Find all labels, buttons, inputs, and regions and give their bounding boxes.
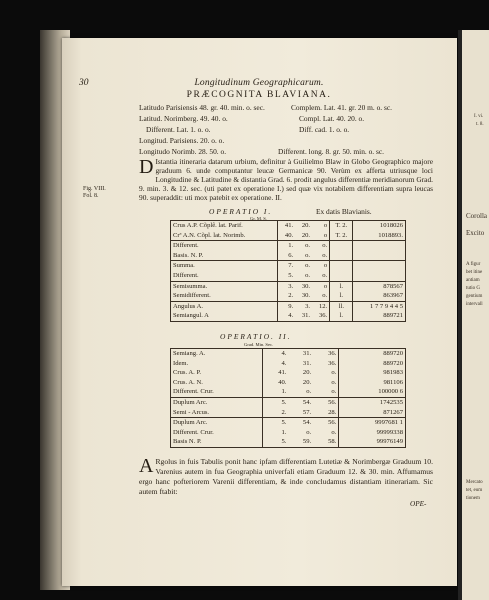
minutes-cell: o. xyxy=(306,428,312,436)
minutes-cell: o. xyxy=(295,241,312,251)
table-ref-cell: l. xyxy=(330,281,353,291)
coord-left: Latitudo Parisiensis 48. gr. 40. min. o. sec. xyxy=(139,103,265,112)
row-label: Different. xyxy=(171,241,278,251)
seconds-cell: o xyxy=(312,261,330,271)
seconds-cell: 56. xyxy=(313,397,339,407)
table-row xyxy=(171,231,406,241)
seconds-cell: o. xyxy=(313,387,339,397)
row-label: Semiang. A. xyxy=(171,349,263,359)
degrees-cell: 5. xyxy=(263,397,289,407)
minutes-cell: o. xyxy=(295,261,312,271)
table-row xyxy=(171,359,406,369)
minutes-cell: 20. xyxy=(302,378,312,386)
minutes-cell: 31. xyxy=(295,311,312,321)
logarithm-cell: 871267 xyxy=(339,408,406,418)
table-row xyxy=(171,271,406,281)
seconds-cell: o xyxy=(312,281,330,291)
logarithm-cell: 99976149 xyxy=(339,437,406,447)
degrees-cell: 5. xyxy=(263,418,289,428)
table-ref-cell xyxy=(330,251,353,261)
minutes-cell: o. xyxy=(295,271,312,281)
degrees-cell: 6. xyxy=(278,251,296,261)
row-label: Different. Crur. xyxy=(171,387,263,397)
table-row xyxy=(171,418,406,428)
table-row xyxy=(171,428,406,438)
minutes-cell: 20. xyxy=(295,221,312,231)
operation-2-table xyxy=(170,348,406,448)
closing-paragraph xyxy=(139,457,433,497)
minutes-cell: 20. xyxy=(295,231,312,241)
facing-text: antiam xyxy=(466,278,480,283)
facing-text: I. vi. xyxy=(474,114,484,119)
table-ref-cell xyxy=(330,241,353,251)
table-row xyxy=(171,251,406,261)
table-ref-cell: T. 2. xyxy=(330,221,353,231)
drop-cap: D xyxy=(139,156,154,178)
table-ref-cell: ll. xyxy=(330,301,353,311)
logarithm-cell xyxy=(353,251,406,261)
operation-1-table xyxy=(170,220,406,322)
table-row xyxy=(171,349,406,359)
facing-text: Excito xyxy=(466,229,485,237)
logarithm-cell: 889721 xyxy=(353,311,406,321)
catchword: OPE- xyxy=(410,500,427,508)
minutes-cell: 59. xyxy=(288,437,313,447)
row-label: Semidifferent. xyxy=(171,291,278,301)
logarithm-cell: 99999338 xyxy=(339,428,406,438)
seconds-cell: 36. xyxy=(313,359,339,369)
row-label: Different. Crur. xyxy=(171,428,263,438)
degrees-cell: 1. xyxy=(278,241,296,251)
coord-right: Different. long. 8. gr. 50. min. o. sc. xyxy=(278,147,384,156)
facing-text: gentium xyxy=(466,294,483,299)
coord-left: Longitud. Parisiens. 20. o. o. xyxy=(139,136,225,145)
table-row xyxy=(171,408,406,418)
closing-text: Rgolus in fuis Tabulis ponit hanc ipfam differentiam Lutetiæ & Norimbergæ Graduum 10. Varenius autem in fua Geographia univerfali etiam Graduum 12. & 30. min. Affumamus ergo hanc pofteriorem Varenii differentiam, & inde concludamus distantiam itinerariam. Sic autem ftabit: xyxy=(139,457,433,496)
minutes-cell: 57. xyxy=(288,408,313,418)
seconds-cell: o. xyxy=(313,368,339,378)
seconds-cell: 28. xyxy=(313,408,339,418)
seconds-cell: 56. xyxy=(313,418,339,428)
logarithm-cell xyxy=(353,271,406,281)
operation-1-heading: OPERATIO I. xyxy=(209,207,273,216)
facing-text: A figur xyxy=(466,262,481,267)
degrees-cell: 41. xyxy=(278,369,287,377)
row-label: Crus. A. N. xyxy=(171,378,263,388)
minutes-cell: 54. xyxy=(288,418,313,428)
table-row xyxy=(171,291,406,301)
logarithm-cell: 1018893. xyxy=(353,231,406,241)
degrees-cell: 7. xyxy=(278,261,296,271)
degrees-cell: 9. xyxy=(278,301,296,311)
table-ref-cell: T. 2. xyxy=(330,231,353,241)
page-number: 30 xyxy=(79,78,89,88)
logarithm-cell: 1 7 7 9 4 4 5 xyxy=(353,301,406,311)
table-row xyxy=(171,241,406,251)
facing-text: tionem xyxy=(466,496,480,501)
row-label: Duplum Arc. xyxy=(171,397,263,407)
seconds-cell: o. xyxy=(312,251,330,261)
logarithm-cell xyxy=(353,241,406,251)
operation-1-column-heads: Gr. M. S. xyxy=(250,216,267,221)
coord-left: Latitud. Norimberg. 49. 40. o. xyxy=(139,114,228,123)
logarithm-cell: 1018026 xyxy=(353,221,406,231)
facing-text: intervall xyxy=(466,302,483,307)
minutes-cell: 30. xyxy=(295,281,312,291)
operation-1-subheading: Ex datis Blavianis. xyxy=(316,207,372,216)
coord-left: Longitudo Norimb. 28. 50. o. xyxy=(139,147,227,156)
margin-note: Fol. 8. xyxy=(83,193,99,199)
table-ref-cell: l. xyxy=(330,311,353,321)
table-row xyxy=(171,397,406,407)
minutes-cell: 30. xyxy=(295,291,312,301)
minutes-cell: o. xyxy=(288,387,313,397)
row-label: Idem. xyxy=(171,359,263,369)
row-label: Semi - Arcus. xyxy=(171,408,263,418)
logarithm-cell: 863967 xyxy=(353,291,406,301)
table-row xyxy=(171,368,406,378)
degrees-cell: 40. xyxy=(278,231,296,241)
minutes-cell: 31. xyxy=(288,349,313,359)
logarithm-cell: 981106 xyxy=(339,378,406,388)
minutes-cell: 31. xyxy=(302,359,312,367)
row-label: Different. xyxy=(171,271,278,281)
operation-2-column-heads: Grad. Min. Sec. xyxy=(244,342,274,347)
table-row xyxy=(171,281,406,291)
logarithm-cell: 100000 6 xyxy=(339,387,406,397)
degrees-cell: 40. xyxy=(278,378,287,386)
minutes-cell: 54. xyxy=(288,397,313,407)
table-ref-cell xyxy=(330,271,353,281)
degrees-cell: 1. xyxy=(281,428,287,436)
table-ref-cell: l. xyxy=(330,291,353,301)
row-label: Semisumma. xyxy=(171,281,278,291)
row-label: Summa. xyxy=(171,261,278,271)
page-edge xyxy=(458,30,462,600)
facing-text: Corolla xyxy=(466,212,487,220)
running-title: Longitudinum Geographicarum. xyxy=(194,78,324,88)
seconds-cell: o. xyxy=(312,271,330,281)
coord-right: Complem. Lat. 41. gr. 20 m. o. sc. xyxy=(291,103,392,112)
table-ref-cell xyxy=(330,261,353,271)
row-label: Semiangul. A xyxy=(171,311,278,321)
intro-paragraph xyxy=(139,158,433,203)
table-row xyxy=(171,378,406,388)
logarithm-cell: 1742535 xyxy=(339,397,406,407)
logarithm-cell xyxy=(353,261,406,271)
logarithm-cell: 981983 xyxy=(339,368,406,378)
table-row xyxy=(171,437,406,447)
degrees-cell: 4. xyxy=(278,311,296,321)
seconds-cell: o xyxy=(312,221,330,231)
degrees-cell: 3. xyxy=(278,281,296,291)
logarithm-cell: 878567 xyxy=(353,281,406,291)
table-row xyxy=(171,221,406,231)
seconds-cell: o. xyxy=(313,378,339,388)
facing-text: t. 8. xyxy=(476,122,484,127)
row-label: Duplum Arc. xyxy=(171,418,263,428)
table-row xyxy=(171,261,406,271)
degrees-cell: 5. xyxy=(263,437,289,447)
seconds-cell: o. xyxy=(313,428,339,438)
minutes-cell: o. xyxy=(295,251,312,261)
intro-text: Istantia itineraria datarum urbium, definitur à Guilielmo Blaw in Globo Geographico majore graduum 6. unde computantur leucæ Germanicæ 90. Verùm ex afferta utriusque loci Longitudine & Latitudine & distantia Grad. 6. prodit angulus differentiæ meridianorum Grad. 9. min. 3. & 12. sec. (uti patet ex operatione I.) sed quæ vix notabilem differentiam supra leucas 90. superaddit: uti mox patebit ex operatione. II. xyxy=(139,157,433,202)
drop-cap: A xyxy=(139,455,154,477)
seconds-cell: o. xyxy=(312,241,330,251)
row-label: Basis. N. P. xyxy=(171,251,278,261)
seconds-cell: 12. xyxy=(312,301,330,311)
table-row xyxy=(171,387,406,397)
minutes-cell: 3. xyxy=(295,301,312,311)
facing-text: tet, eum xyxy=(466,488,483,493)
seconds-cell: o. xyxy=(312,291,330,301)
logarithm-cell: 9997681 1 xyxy=(339,418,406,428)
seconds-cell: o xyxy=(312,231,330,241)
degrees-cell: 41. xyxy=(278,221,296,231)
facing-text: bet itine xyxy=(466,270,483,275)
facing-page xyxy=(458,30,489,600)
degrees-cell: 5. xyxy=(278,271,296,281)
facing-text: tutio G xyxy=(466,286,481,291)
degrees-cell: 4. xyxy=(281,359,287,367)
seconds-cell: 36. xyxy=(312,311,330,321)
section-title: PRÆCOGNITA BLAVIANA. xyxy=(186,90,332,100)
table-row xyxy=(171,301,406,311)
coord-left: Different. Lat. 1. o. o. xyxy=(146,125,211,134)
coord-right: Compl. Lat. 40. 20. o. xyxy=(299,114,365,123)
degrees-cell: 2. xyxy=(278,291,296,301)
row-label: Crus. A. P. xyxy=(171,368,263,378)
logarithm-cell: 889720 xyxy=(339,359,406,369)
margin-note: Fig. VIII. xyxy=(83,186,106,192)
coord-right: Diff. cad. 1. o. o. xyxy=(299,125,350,134)
degrees-cell: 4. xyxy=(263,349,289,359)
facing-text: Mercato xyxy=(466,480,483,485)
minutes-cell: 20. xyxy=(302,369,312,377)
operation-2-heading: OPERATIO. II. xyxy=(220,332,292,341)
row-label: Angulus A. xyxy=(171,301,278,311)
row-label: Crus A.P. Cõplê. lat. Parif. xyxy=(171,221,278,231)
seconds-cell: 36. xyxy=(313,349,339,359)
table-row xyxy=(171,311,406,321)
degrees-cell: 1. xyxy=(263,387,289,397)
row-label: Crª A.N. Cõpl. lat. Norimb. xyxy=(171,231,278,241)
row-label: Basis N. P. xyxy=(171,437,263,447)
logarithm-cell: 889720 xyxy=(339,349,406,359)
seconds-cell: 58. xyxy=(313,437,339,447)
degrees-cell: 2. xyxy=(263,408,289,418)
